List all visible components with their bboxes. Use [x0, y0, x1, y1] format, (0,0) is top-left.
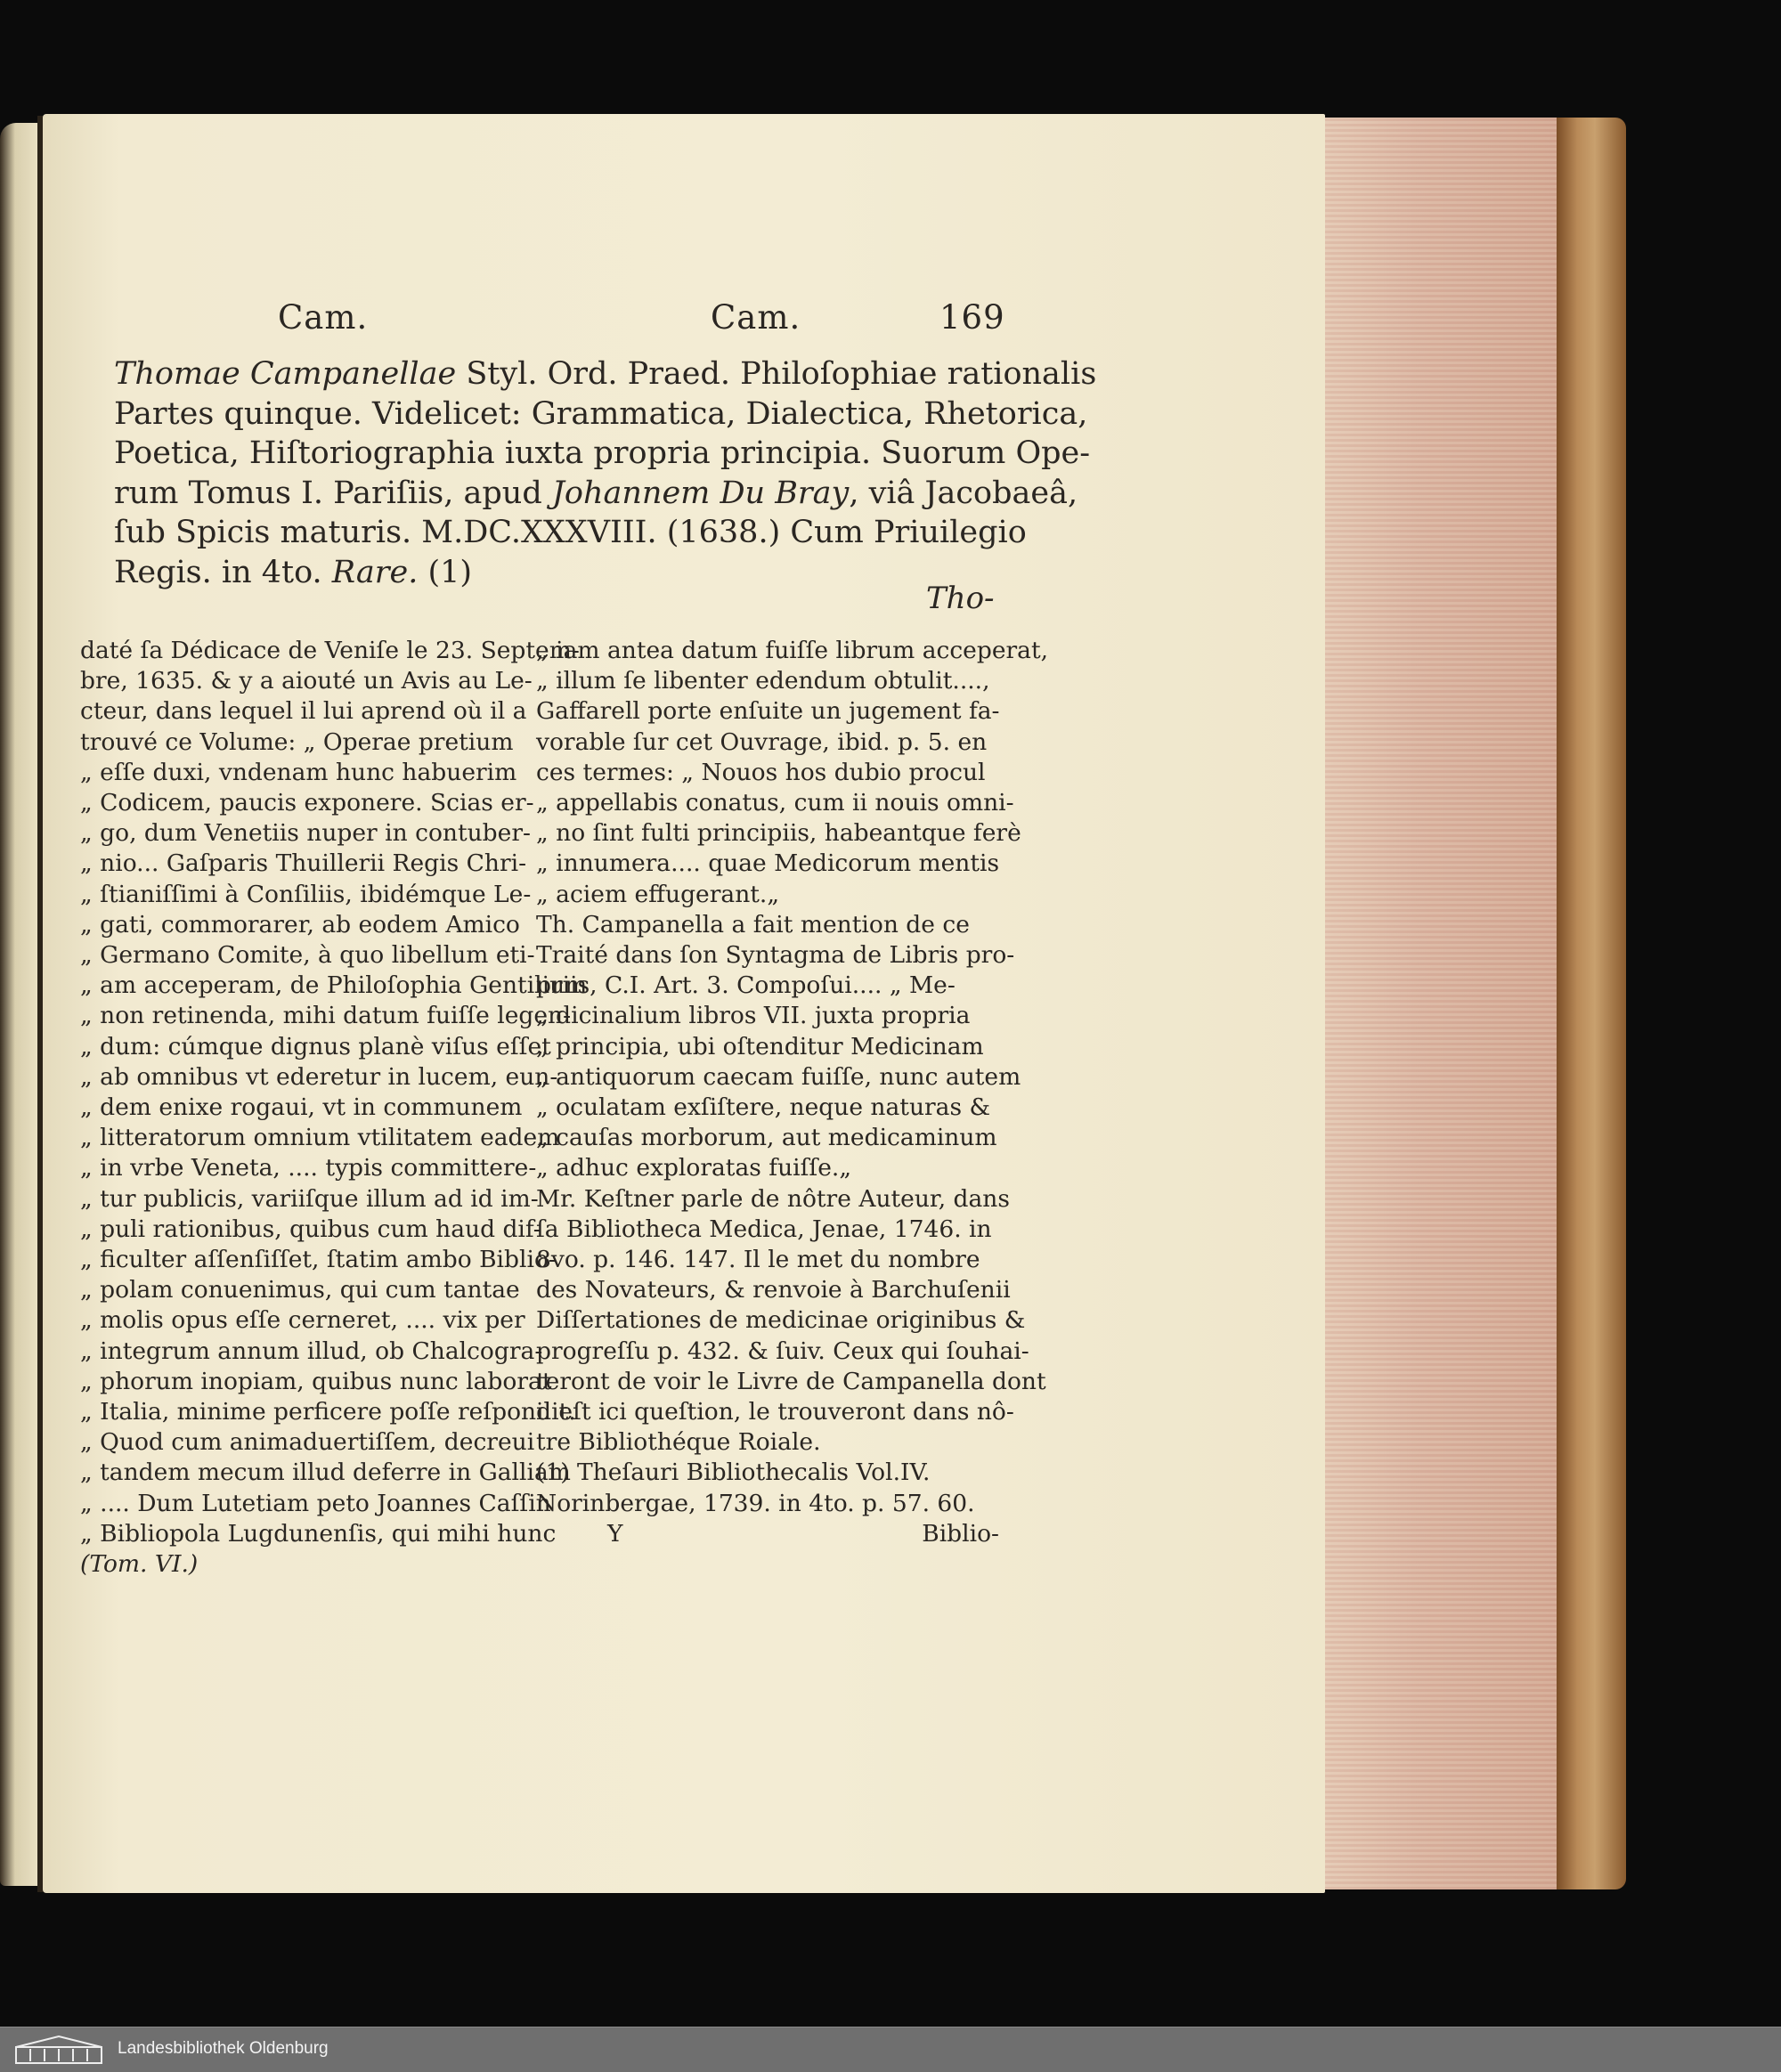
title-author: Thomae Campanellae	[114, 356, 457, 392]
title-line	[114, 354, 1097, 394]
text-line: il eſt ici queſtion, le trouveront dans nô-	[536, 1398, 1014, 1426]
text-line: Gaffarell porte enſuite un jugement fa-	[536, 697, 1000, 726]
text-line: „ Germano Comite, à quo libellum eti-	[80, 941, 535, 970]
text-line: „ Italia, minime perficere poſſe reſpondit.	[80, 1398, 576, 1426]
book-cover-edge	[1557, 118, 1626, 1889]
text-line: „ appellabis conatus, cum ii nouis omni-	[536, 789, 1014, 817]
text-line: bre, 1635. & y a aiouté un Avis au Le-	[80, 667, 533, 695]
text-line: „ iam antea datum fuiſſe librum acceperat,	[536, 637, 1049, 664]
text-line: „ antiquorum caecam fuiſſe, nunc autem	[536, 1062, 1021, 1091]
title-line: Poetica, Hiſtoriographia iuxta propria principia. Suorum Ope-	[114, 435, 1091, 471]
text-line: „ Quod cum animaduertiſſem, decreui	[80, 1428, 535, 1457]
text-line: trouvé ce Volume: „ Operae pretium	[80, 727, 514, 756]
text-line: „ Bibliopola Lugdunenſis, qui mihi hunc	[80, 1519, 557, 1548]
title-text: Regis. in 4to.	[114, 554, 332, 590]
library-logo-icon	[14, 2035, 103, 2065]
text-line: „ ficulter aſſenſiſſet, ſtatim ambo Biblio-	[80, 1246, 557, 1274]
text-line: „ cauſas morborum, aut medicaminum	[536, 1124, 997, 1152]
right-column	[536, 636, 1049, 1549]
text-line: „ dem enixe rogaui, vt in communem	[80, 1093, 523, 1122]
text-line: „ tur publicis, variiſque illum ad id im-	[80, 1184, 539, 1213]
catchword: Tho-	[926, 581, 995, 616]
title-text: Styl. Ord. Praed. Philoſophiae rationalis	[456, 356, 1097, 392]
text-line: „ am acceperam, de Philoſophia Gentilium	[80, 971, 588, 1000]
text-line: daté ſa Dédicace de Veniſe le 23. Septem-	[80, 637, 580, 664]
book-title-entry	[114, 354, 1097, 592]
title-line	[114, 474, 1078, 514]
title-text: rum Tomus I. Pariſiis, apud	[114, 475, 552, 511]
text-line: Th. Campanella a fait mention de ce	[536, 910, 970, 938]
title-publisher: Johannem Du Bray	[551, 475, 850, 511]
text-line: „ puli rationibus, quibus cum haud dif-	[80, 1215, 541, 1243]
text-line: „ eſſe duxi, vndenam hunc habuerim	[80, 758, 517, 786]
text-line: „ phorum inopiam, quibus nunc laborat	[80, 1367, 552, 1395]
title-footnote-ref: (1)	[418, 554, 473, 590]
text-line: ces termes: „ Nouos hos dubio procul	[536, 758, 986, 786]
text-line: „ nio... Gaſparis Thuillerii Regis Chri-	[80, 849, 527, 878]
column-footer	[536, 1519, 999, 1549]
text-line: des Novateurs, & renvoie à Barchuſenii	[536, 1276, 1011, 1304]
text-line: „ innumera.... quae Medicorum mentis	[536, 849, 1000, 878]
title-line	[114, 553, 996, 593]
text-line: „ principia, ubi oſtenditur Medicinam	[536, 1032, 984, 1060]
text-line: priis, C.I. Art. 3. Compoſui.... „ Me-	[536, 971, 956, 1000]
text-line: „ dum: cúmque dignus planè viſus eſſet	[80, 1032, 551, 1060]
volume-signature: (Tom. VI.)	[80, 1550, 199, 1579]
text-line: vorable ſur cet Ouvrage, ibid. p. 5. en	[536, 727, 988, 756]
text-line: 8vo. p. 146. 147. Il le met du nombre	[536, 1246, 980, 1274]
page-block-edge	[1325, 118, 1557, 1889]
text-line: „ aciem effugerant.„	[536, 880, 780, 908]
text-line: Norinbergae, 1739. in 4to. p. 57. 60.	[536, 1489, 975, 1517]
text-line: teront de voir le Livre de Campanella dont	[536, 1367, 1046, 1395]
text-line: „ litteratorum omnium vtilitatem eadem	[80, 1124, 560, 1152]
library-footer-bar	[0, 2027, 1781, 2072]
text-line: „ ab omnibus vt ederetur in lucem, eun-	[80, 1062, 558, 1091]
text-line: progreſſu p. 432. & ſuiv. Ceux qui ſouhai-	[536, 1337, 1029, 1365]
gathering-signature: Y	[607, 1519, 623, 1548]
text-line: „ dicinalium libros VII. juxta propria	[536, 1002, 971, 1030]
text-line: „ non retinenda, mihi datum fuiſſe legen-	[80, 1002, 572, 1030]
text-line: Traité dans ſon Syntagma de Libris pro-	[536, 941, 1015, 970]
running-head-left: Cam.	[278, 298, 369, 337]
library-name: Landesbibliothek Oldenburg	[118, 2039, 329, 2058]
title-line: ſub Spicis maturis. M.DC.XXXVIII. (1638.) Cum Priuilegio	[114, 515, 1027, 550]
text-line: „ adhuc exploratas fuiſſe.„	[536, 1154, 852, 1182]
text-line: „ integrum annum illud, ob Chalcogra-	[80, 1337, 543, 1365]
text-line: „ no ſint fulti principiis, habeantque ferè	[536, 819, 1021, 848]
title-line: Partes quinque. Videlicet: Grammatica, Dialectica, Rhetorica,	[114, 395, 1088, 432]
text-line: „ oculatam exſiſtere, neque naturas &	[536, 1093, 991, 1122]
text-line: „ .... Dum Lutetiam peto Joannes Caſſin	[80, 1489, 551, 1517]
text-line: tre Bibliothéque Roiale.	[536, 1428, 821, 1457]
text-line: „ illum ſe libenter edendum obtulit....,	[536, 667, 990, 695]
text-line: „ gati, commorarer, ab eodem Amico	[80, 910, 520, 938]
left-page-edge	[0, 123, 37, 1886]
text-line: cteur, dans lequel il lui aprend où il a	[80, 697, 527, 726]
running-head-center: Cam.	[711, 298, 801, 337]
text-line: „ tandem mecum illud deferre in Galliam	[80, 1459, 571, 1487]
page-number: 169	[939, 298, 1005, 337]
text-line: Mr. Keſtner parle de nôtre Auteur, dans	[536, 1184, 1010, 1213]
text-line: „ ſtianiſſimi à Conſiliis, ibidémque Le-	[80, 880, 532, 908]
text-line: ſa Bibliotheca Medica, Jenae, 1746. in	[536, 1215, 992, 1243]
text-line: „ molis opus eſſe cerneret, .... vix per	[80, 1306, 525, 1335]
text-line: „ polam conuenimus, qui cum tantae	[80, 1276, 520, 1304]
text-line: „ in vrbe Veneta, .... typis committere-	[80, 1154, 537, 1182]
title-text: , viâ Jacobaeâ,	[849, 475, 1078, 511]
text-line: „ Codicem, paucis exponere. Scias er-	[80, 789, 534, 817]
title-rarity: Rare.	[331, 554, 419, 590]
left-column	[80, 636, 588, 1580]
text-line: „ go, dum Venetiis nuper in contuber-	[80, 819, 531, 848]
text-line: (1) Theſauri Bibliothecalis Vol.IV.	[536, 1459, 931, 1487]
text-line: Diſſertationes de medicinae originibus &	[536, 1306, 1026, 1335]
catchword: Biblio-	[922, 1519, 999, 1548]
